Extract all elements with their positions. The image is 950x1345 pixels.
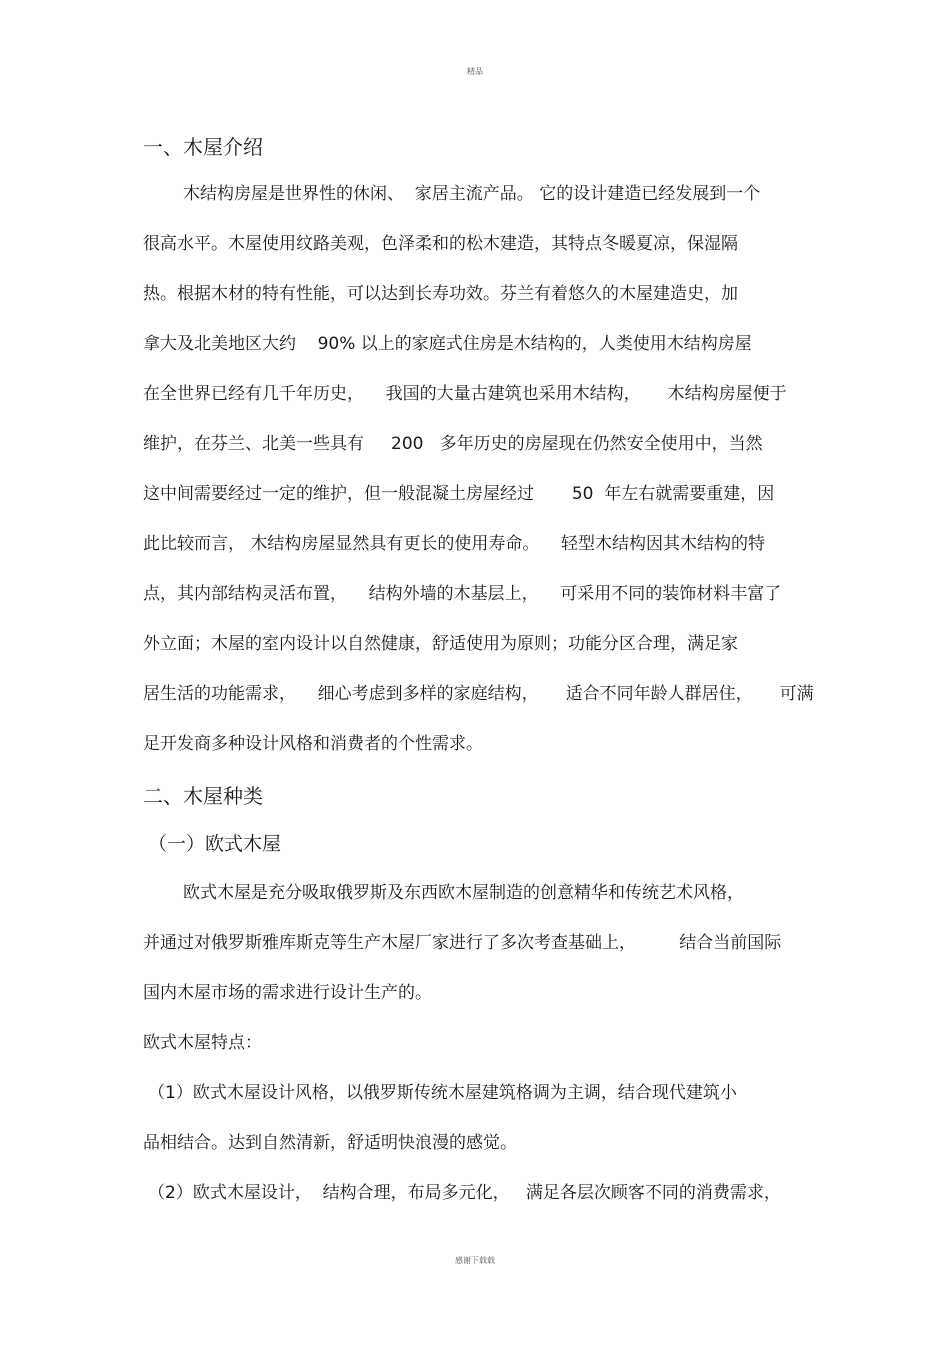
paragraph-line: 拿大及北美地区大约 90% 以上的家庭式住房是木结构的，人类使用木结构房屋 <box>143 334 752 354</box>
paragraph-line: 欧式木屋特点： <box>143 1033 262 1053</box>
list-item: （2）欧式木屋设计， 结构合理，布局多元化， 满足各层次顾客不同的消费需求， <box>148 1183 781 1203</box>
paragraph-line: 在全世界已经有几千年历史， 我国的大量古建筑也采用木结构， 木结构房屋便于 <box>143 384 787 404</box>
list-item-continuation: 品相结合。达到自然清新，舒适明快浪漫的感觉。 <box>143 1133 517 1153</box>
paragraph-line: 足开发商多种设计风格和消费者的个性需求。 <box>143 734 483 754</box>
paragraph-line: 欧式木屋是充分吸取俄罗斯及东西欧木屋制造的创意精华和传统艺术风格， <box>183 883 744 903</box>
paragraph-line: 外立面；木屋的室内设计以自然健康，舒适使用为原则；功能分区合理，满足家 <box>143 634 738 654</box>
page-footer-mark: 感谢下载载 <box>455 1256 495 1265</box>
paragraph-line: 国内木屋市场的需求进行设计生产的。 <box>143 983 432 1003</box>
paragraph-line: 点，其内部结构灵活布置， 结构外墙的木基层上， 可采用不同的装饰材料丰富了 <box>143 584 782 604</box>
subsection-heading: （一）欧式木屋 <box>148 833 282 855</box>
paragraph-line: 木结构房屋是世界性的休闲、 家居主流产品。 它的设计建造已经发展到一个 <box>183 184 761 204</box>
list-item: （1）欧式木屋设计风格，以俄罗斯传统木屋建筑格调为主调，结合现代建筑小 <box>148 1083 737 1103</box>
paragraph-line: 此比较而言， 木结构房屋显然具有更长的使用寿命。 轻型木结构因其木结构的特 <box>143 534 766 554</box>
paragraph-line: 这中间需要经过一定的维护，但一般混凝土房屋经过 50 年左右就需要重建，因 <box>143 484 775 504</box>
paragraph-line: 居生活的功能需求， 细心考虑到多样的家庭结构， 适合不同年龄人群居住， 可满 <box>143 684 814 704</box>
page-header-mark: 精品 <box>467 67 483 76</box>
paragraph-line: 热。根据木材的特有性能，可以达到长寿功效。芬兰有着悠久的木屋建造史，加 <box>143 284 738 304</box>
section-2-heading: 二、木屋种类 <box>143 784 263 808</box>
paragraph-line: 并通过对俄罗斯雅库斯克等生产木屋厂家进行了多次考查基础上， 结合当前国际 <box>143 933 782 953</box>
paragraph-line: 很高水平。木屋使用纹路美观，色泽柔和的松木建造，其特点冬暖夏凉，保湿隔 <box>143 234 738 254</box>
paragraph-line: 维护，在芬兰、北美一些具有 200 多年历史的房屋现在仍然安全使用中，当然 <box>143 434 763 454</box>
section-1-heading: 一、木屋介绍 <box>143 135 263 159</box>
